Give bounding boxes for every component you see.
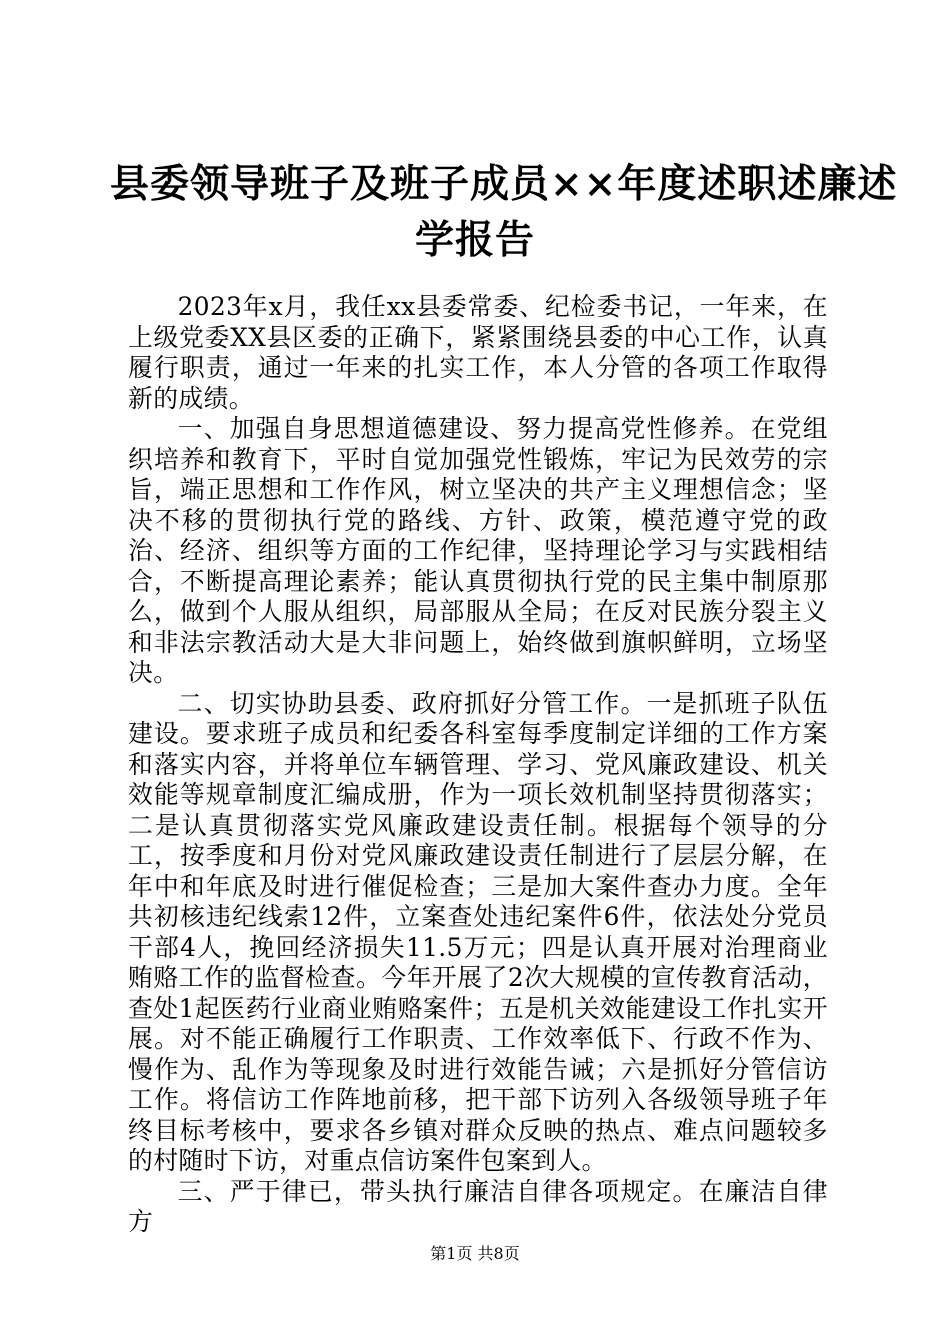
paragraph-section-1: 一、加强自身思想道德建设、努力提高党性修养。在党组织培养和教育下，平时自觉加强党性锻炼，牢记为民效劳的宗旨，端正思想和工作作风，树立坚决的共产主义理想信念；坚决不移的贯彻执行党的路线、方针、政策，模范遵守党的政治、经济、组织等方面的工作纪律，坚持理论学习与实践相结合，不断提高理论素养；能认真贯彻执行党的民主集中制原那么，做到个人服从组织，局部服从全局；在反对民族分裂主义和非法宗教活动大是大非问题上，始终做到旗帜鲜明，立场坚决。	[128, 414, 828, 687]
document-title-line-2: 学报告	[414, 217, 535, 263]
document-title-line-1: 县委领导班子及班子成员××年度述职述廉述	[110, 161, 898, 207]
paragraph-section-3: 三、严于律已，带头执行廉洁自律各项规定。在廉洁自律方	[128, 1176, 828, 1236]
paragraph-intro: 2023年x月，我任xx县委常委、纪检委书记，一年来，在上级党委XX县区委的正确下，紧紧围绕县委的中心工作，认真履行职责，通过一年来的扎实工作，本人分管的各项工作取得新的成绩。	[128, 292, 828, 413]
paragraph-section-2: 二、切实协助县委、政府抓好分管工作。一是抓班子队伍建设。要求班子成员和纪委各科室每季度制定详细的工作方案和落实内容，并将单位车辆管理、学习、党风廉政建设、机关效能等规章制度汇编成册，作为一项长效机制坚持贯彻落实；二是认真贯彻落实党风廉政建设责任制。根据每个领导的分工，按季度和月份对党风廉政建设责任制进行了层层分解，在年中和年底及时进行催促检查；三是加大案件查办力度。全年共初核违纪线索12件，立案查处违纪案件6件，依法处分党员干部4人，挽回经济损失11.5万元；四是认真开展对治理商业贿赂工作的监督检查。今年开展了2次大规模的宣传教育活动，查处1起医药行业商业贿赂案件；五是机关效能建设工作扎实开展。对不能正确履行工作职责、工作效率低下、行政不作为、慢作为、乱作为等现象及时进行效能告诫；六是抓好分管信访工作。将信访工作阵地前移，把干部下访列入各级领导班子年终目标考核中，要求各乡镇对群众反映的热点、难点问题较多的村随时下访，对重点信访案件包案到人。	[128, 688, 828, 1175]
page-number-footer: 第1页 共8页	[430, 1244, 520, 1263]
document-body	[128, 292, 828, 1238]
